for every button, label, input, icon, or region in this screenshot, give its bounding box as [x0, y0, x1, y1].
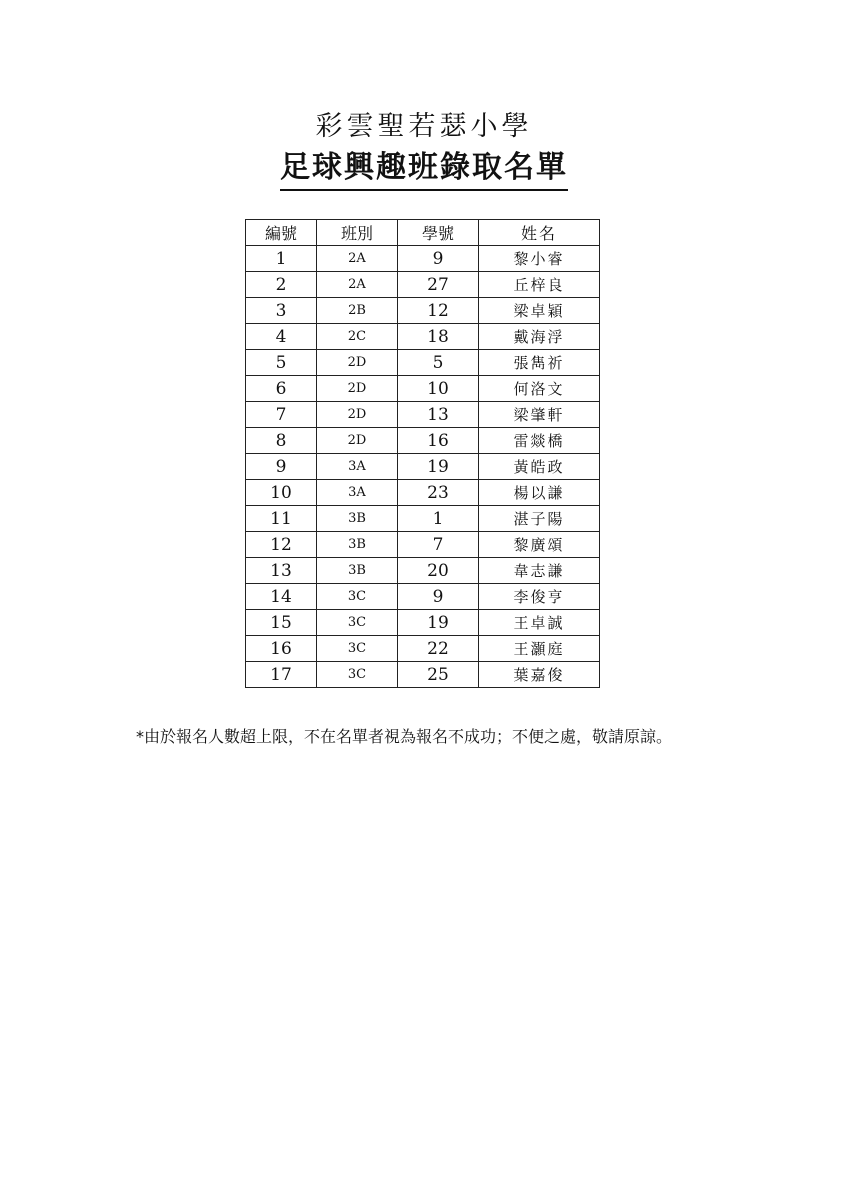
cell-student-number: 20	[398, 558, 479, 584]
column-header-class: 班別	[317, 220, 398, 246]
table-row	[246, 584, 600, 610]
cell-name: 丘梓良	[479, 272, 600, 298]
cell-name: 王卓誠	[479, 610, 600, 636]
cell-student-number: 5	[398, 350, 479, 376]
cell-name: 梁卓穎	[479, 298, 600, 324]
cell-student-number: 10	[398, 376, 479, 402]
cell-class: 3B	[317, 506, 398, 532]
cell-class: 2A	[317, 272, 398, 298]
footnote: *由於報名人數超上限，不在名單者視為報名不成功；不便之處，敬請原諒。	[136, 727, 673, 746]
table-body	[246, 246, 600, 688]
cell-student-number: 22	[398, 636, 479, 662]
school-name: 彩雲聖若瑟小學	[315, 111, 533, 142]
cell-name: 湛子陽	[479, 506, 600, 532]
table-row	[246, 428, 600, 454]
cell-class: 3C	[317, 662, 398, 688]
table-row	[246, 402, 600, 428]
cell-number: 4	[246, 324, 317, 350]
cell-class: 3A	[317, 454, 398, 480]
cell-number: 10	[246, 480, 317, 506]
cell-number: 9	[246, 454, 317, 480]
table-row	[246, 454, 600, 480]
cell-number: 7	[246, 402, 317, 428]
cell-number: 8	[246, 428, 317, 454]
cell-number: 17	[246, 662, 317, 688]
cell-class: 3B	[317, 532, 398, 558]
cell-class: 2D	[317, 428, 398, 454]
cell-name: 王灝庭	[479, 636, 600, 662]
cell-name: 楊以謙	[479, 480, 600, 506]
table-row	[246, 610, 600, 636]
cell-student-number: 16	[398, 428, 479, 454]
cell-number: 6	[246, 376, 317, 402]
cell-name: 黎小睿	[479, 246, 600, 272]
cell-number: 16	[246, 636, 317, 662]
cell-student-number: 19	[398, 610, 479, 636]
table-row	[246, 376, 600, 402]
cell-class: 2D	[317, 376, 398, 402]
table-row	[246, 532, 600, 558]
cell-number: 14	[246, 584, 317, 610]
cell-class: 2B	[317, 298, 398, 324]
admission-table	[245, 219, 600, 688]
cell-student-number: 13	[398, 402, 479, 428]
document-title: 足球興趣班錄取名單	[280, 142, 568, 191]
cell-number: 5	[246, 350, 317, 376]
table-row	[246, 480, 600, 506]
cell-number: 1	[246, 246, 317, 272]
column-header-number: 編號	[246, 220, 317, 246]
table-header-row	[246, 220, 600, 246]
cell-student-number: 19	[398, 454, 479, 480]
cell-class: 3C	[317, 636, 398, 662]
cell-student-number: 1	[398, 506, 479, 532]
cell-number: 2	[246, 272, 317, 298]
cell-student-number: 9	[398, 246, 479, 272]
table-row	[246, 246, 600, 272]
table-row	[246, 506, 600, 532]
cell-student-number: 18	[398, 324, 479, 350]
cell-student-number: 9	[398, 584, 479, 610]
table-row	[246, 298, 600, 324]
cell-name: 戴海浮	[479, 324, 600, 350]
cell-class: 2D	[317, 350, 398, 376]
table-row	[246, 636, 600, 662]
cell-student-number: 25	[398, 662, 479, 688]
cell-name: 黃皓政	[479, 454, 600, 480]
cell-name: 何洛文	[479, 376, 600, 402]
cell-number: 3	[246, 298, 317, 324]
cell-class: 3A	[317, 480, 398, 506]
table-row	[246, 350, 600, 376]
cell-name: 雷燚橋	[479, 428, 600, 454]
cell-class: 3B	[317, 558, 398, 584]
table-row	[246, 662, 600, 688]
table-row	[246, 272, 600, 298]
column-header-student-number: 學號	[398, 220, 479, 246]
cell-student-number: 12	[398, 298, 479, 324]
cell-name: 梁肇軒	[479, 402, 600, 428]
cell-class: 2C	[317, 324, 398, 350]
column-header-name: 姓名	[479, 220, 600, 246]
cell-number: 11	[246, 506, 317, 532]
title-block	[0, 142, 848, 191]
cell-class: 3C	[317, 610, 398, 636]
cell-student-number: 27	[398, 272, 479, 298]
cell-number: 15	[246, 610, 317, 636]
table-row	[246, 324, 600, 350]
cell-name: 黎廣頌	[479, 532, 600, 558]
cell-class: 2D	[317, 402, 398, 428]
cell-student-number: 7	[398, 532, 479, 558]
cell-name: 韋志謙	[479, 558, 600, 584]
cell-class: 3C	[317, 584, 398, 610]
cell-name: 李俊亨	[479, 584, 600, 610]
table-row	[246, 558, 600, 584]
cell-number: 13	[246, 558, 317, 584]
cell-class: 2A	[317, 246, 398, 272]
cell-student-number: 23	[398, 480, 479, 506]
cell-name: 張雋祈	[479, 350, 600, 376]
cell-number: 12	[246, 532, 317, 558]
cell-name: 葉嘉俊	[479, 662, 600, 688]
